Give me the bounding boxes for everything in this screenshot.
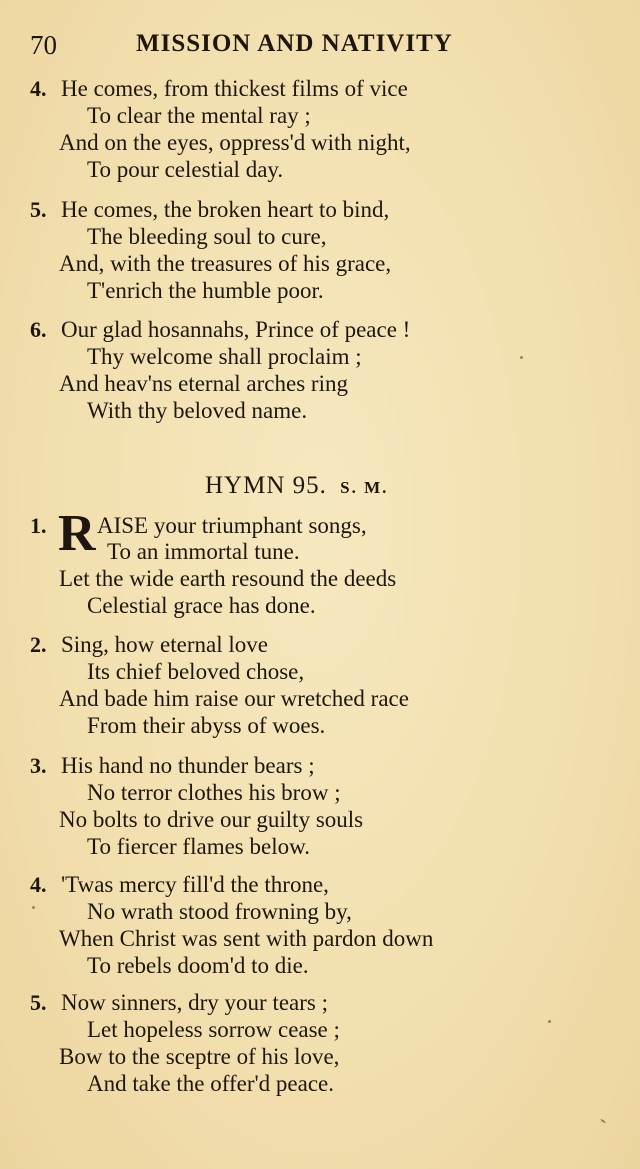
verse-line: AISE your triumphant songs, xyxy=(97,513,367,538)
verse-line: Let the wide earth resound the deeds xyxy=(59,566,397,591)
verse-line: When Christ was sent with pardon down xyxy=(59,926,434,951)
verse-line: Let hopeless sorrow cease ; xyxy=(87,1017,340,1042)
verse-line: Thy welcome shall proclaim ; xyxy=(87,344,362,369)
verse-line: His hand no thunder bears ; xyxy=(61,753,315,778)
hymn-number-label: HYMN 95. xyxy=(205,472,327,499)
verse-line: The bleeding soul to cure, xyxy=(87,224,327,249)
verse-line: To pour celestial day. xyxy=(87,157,284,182)
paper-speck xyxy=(32,906,35,909)
stanza-number: 1. xyxy=(30,513,47,538)
verse-line: With thy beloved name. xyxy=(87,398,308,423)
paper-speck xyxy=(520,356,523,359)
stanza-number: 5. xyxy=(30,197,47,222)
verse-line: He comes, from thickest films of vice xyxy=(61,76,408,101)
verse-line: Bow to the sceptre of his love, xyxy=(59,1044,340,1069)
verse-line: To fiercer flames below. xyxy=(87,834,310,859)
verse-line: T'enrich the humble poor. xyxy=(87,278,324,303)
verse-line: And heav'ns eternal arches ring xyxy=(59,371,348,396)
verse-line: Its chief beloved chose, xyxy=(87,659,305,684)
stanza-number: 5. xyxy=(30,990,47,1015)
verse-line: Our glad hosannahs, Prince of peace ! xyxy=(61,317,411,342)
verse-line: No terror clothes his brow ; xyxy=(87,780,341,805)
verse-line: From their abyss of woes. xyxy=(87,713,326,738)
verse-line: To clear the mental ray ; xyxy=(87,103,311,128)
verse-line: And take the offer'd peace. xyxy=(87,1071,335,1096)
verse-line: 'Twas mercy fill'd the throne, xyxy=(61,872,329,897)
verse-line: To an immortal tune. xyxy=(107,539,300,564)
verse-line: Celestial grace has done. xyxy=(87,593,316,618)
paper-speck xyxy=(548,1020,551,1023)
verse-line: Now sinners, dry your tears ; xyxy=(61,990,329,1015)
hymn-title xyxy=(205,472,388,500)
verse-line: No bolts to drive our guilty souls xyxy=(59,807,364,832)
verse-line: Sing, how eternal love xyxy=(61,632,268,657)
stanza-number: 4. xyxy=(30,872,47,897)
paper-speck xyxy=(600,1118,606,1123)
verse-line: And on the eyes, oppress'd with night, xyxy=(59,130,411,155)
drop-cap: R xyxy=(58,505,96,562)
hymn-meter: S. M. xyxy=(340,478,389,497)
stanza-number: 2. xyxy=(30,632,47,657)
running-title: MISSION AND NATIVITY xyxy=(136,30,453,57)
page-header xyxy=(30,28,510,64)
verse-line: And, with the treasures of his grace, xyxy=(59,251,392,276)
stanza-number: 4. xyxy=(30,76,47,101)
verse-line: No wrath stood frowning by, xyxy=(87,899,352,924)
verse-line: He comes, the broken heart to bind, xyxy=(61,197,390,222)
verse-line: And bade him raise our wretched race xyxy=(59,686,409,711)
page-number: 70 xyxy=(30,30,57,60)
stanza-number: 3. xyxy=(30,753,47,778)
verse-line: To rebels doom'd to die. xyxy=(87,953,309,978)
stanza-number: 6. xyxy=(30,317,47,342)
